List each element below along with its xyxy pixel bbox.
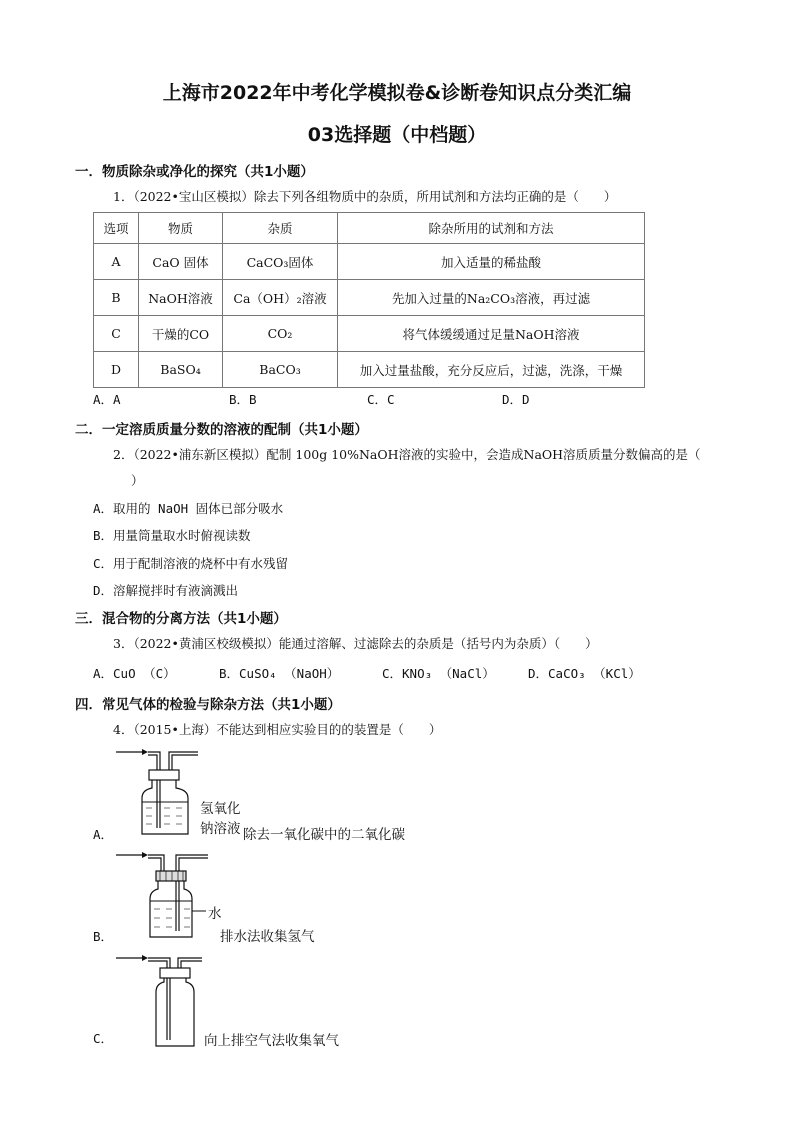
row-method: 加入过量盐酸，充分反应后，过滤，洗涤，干燥 <box>338 352 645 388</box>
section-heading-1: 一．物质除杂或净化的探究（共1小题） <box>75 164 314 180</box>
section-heading-2: 二．一定溶质质量分数的溶液的配制（共1小题） <box>75 422 368 438</box>
figure-caption: 除去一氧化碳中的二氧化碳 <box>243 827 405 843</box>
liquid-label: 氢氧化 <box>200 801 241 817</box>
answer-option-a[interactable]: A．取用的 NaOH 固体已部分吸水 <box>93 501 284 516</box>
table-row <box>94 244 645 280</box>
answer-option-b[interactable]: B．CuSO₄ （NaOH） <box>219 666 340 681</box>
liquid-label: 钠溶液 <box>200 821 241 837</box>
section-heading-4: 四．常见气体的检验与除杂方法（共1小题） <box>75 697 341 713</box>
answer-option-b[interactable]: B．B <box>229 392 257 407</box>
question-3-stem: 3．（2022•黄浦区校级模拟）能通过溶解、过滤除去的杂质是（括号内为杂质）（ ） <box>113 636 598 651</box>
answer-option-a[interactable]: A．CuO （C） <box>93 666 176 681</box>
answer-option-c[interactable]: C．用于配制溶液的烧杯中有水残留 <box>93 556 289 571</box>
row-impurity: Ca（OH）₂溶液 <box>223 280 338 316</box>
row-method: 先加入过量的Na₂CO₃溶液，再过滤 <box>338 280 645 316</box>
answer-option-b[interactable]: B．用量筒量取水时俯视读数 <box>93 528 251 543</box>
figure-caption: 向上排空气法收集氧气 <box>204 1033 339 1049</box>
figure-caption: 排水法收集氢气 <box>220 929 315 945</box>
answer-option-c[interactable]: C．KNO₃ （NaCl） <box>382 666 495 681</box>
row-option: D <box>94 352 139 388</box>
page-subtitle: 03选择题（中档题） <box>307 124 487 146</box>
row-substance: NaOH溶液 <box>139 280 223 316</box>
row-option: B <box>94 280 139 316</box>
answer-option-c[interactable]: C．C <box>367 392 395 407</box>
question-1-stem: 1．（2022•宝山区模拟）除去下列各组物质中的杂质，所用试剂和方法均正确的是（ ） <box>113 189 617 204</box>
row-impurity: CO₂ <box>223 316 338 352</box>
table-header-impurity: 杂质 <box>223 213 338 244</box>
row-option: A <box>94 244 139 280</box>
row-method: 加入适量的稀盐酸 <box>338 244 645 280</box>
answer-option-a[interactable]: A． <box>93 827 114 842</box>
table-header-method: 除杂所用的试剂和方法 <box>338 213 645 244</box>
table-header-option: 选项 <box>94 213 139 244</box>
row-option: C <box>94 316 139 352</box>
row-method: 将气体缓缓通过足量NaOH溶液 <box>338 316 645 352</box>
page-title: 上海市2022年中考化学模拟卷&诊断卷知识点分类汇编 <box>162 82 632 104</box>
answer-option-d[interactable]: D．CaCO₃ （KCl） <box>528 666 641 681</box>
row-impurity: CaCO₃固体 <box>223 244 338 280</box>
answer-option-a[interactable]: A．A <box>93 392 121 407</box>
answer-option-d[interactable]: D．D <box>502 392 530 407</box>
question-2-stem-end: ） <box>131 473 144 488</box>
answer-option-b[interactable]: B． <box>93 929 114 944</box>
answer-option-d[interactable]: D．溶解搅拌时有液滴溅出 <box>93 583 239 598</box>
table-row <box>94 280 645 316</box>
row-substance: BaSO₄ <box>139 352 223 388</box>
row-impurity: BaCO₃ <box>223 352 338 388</box>
question-1-table <box>93 212 645 388</box>
question-4-stem: 4．（2015•上海）不能达到相应实验目的的装置是（ ） <box>113 722 442 737</box>
liquid-label: 水 <box>208 906 222 922</box>
table-header-substance: 物质 <box>139 213 223 244</box>
question-2-stem: 2．（2022•浦东新区模拟）配制 100g 10%NaOH溶液的实验中，会造成NaOH溶质质量分数偏高的是（ <box>113 447 701 462</box>
section-heading-3: 三．混合物的分离方法（共1小题） <box>75 611 287 627</box>
water-displacement-bottle-figure <box>112 845 222 940</box>
row-substance: 干燥的CO <box>139 316 223 352</box>
table-row <box>94 316 645 352</box>
answer-option-c[interactable]: C． <box>93 1031 114 1046</box>
table-row <box>94 352 645 388</box>
row-substance: CaO 固体 <box>139 244 223 280</box>
